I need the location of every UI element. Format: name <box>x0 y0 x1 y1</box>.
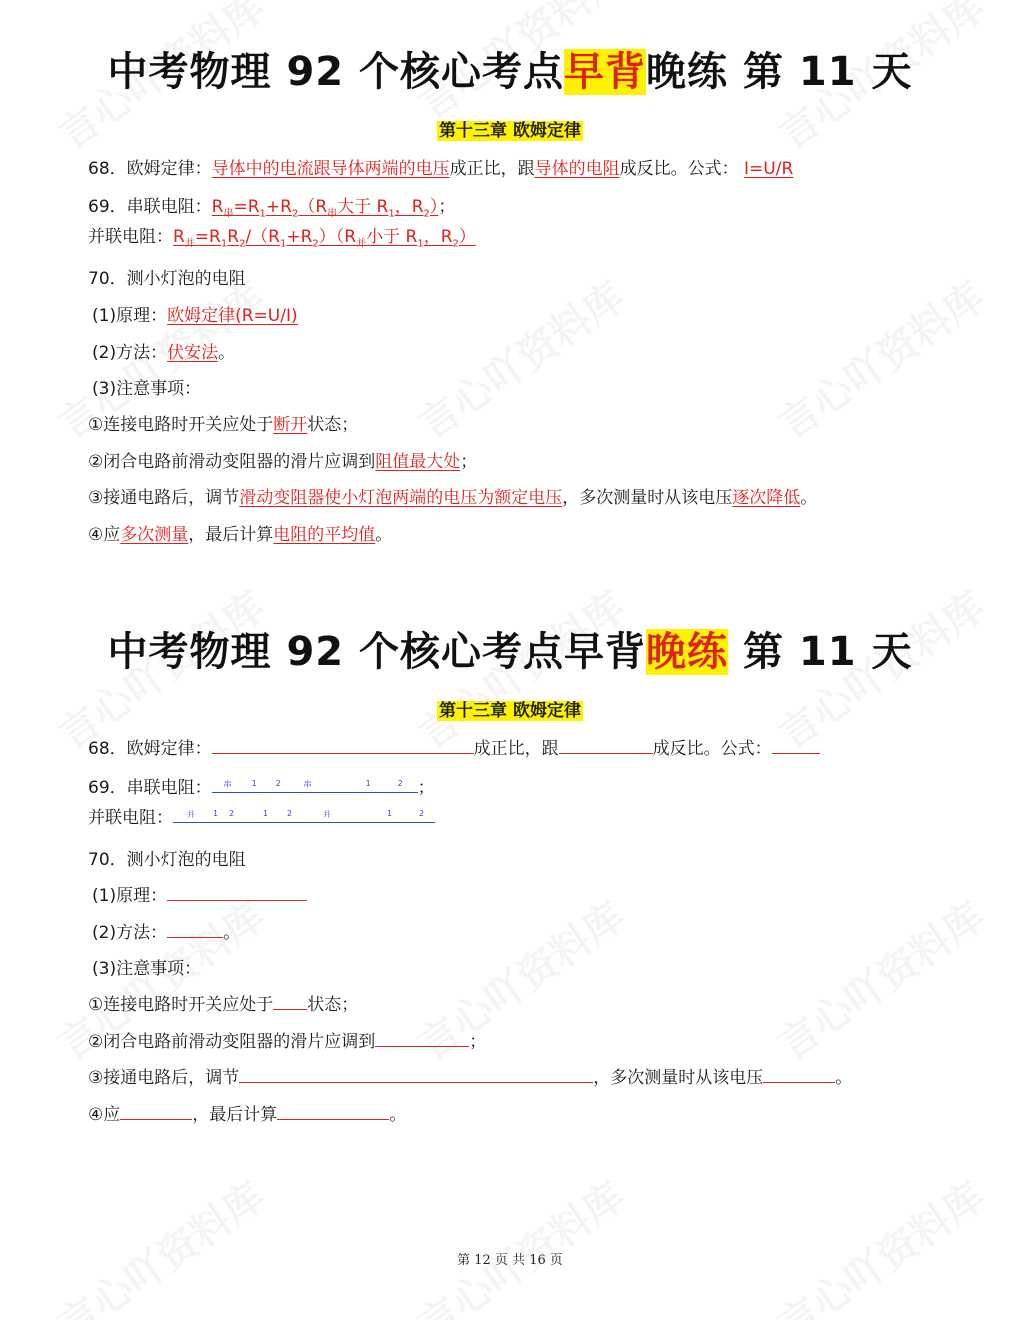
item-69-parallel: 并联电阻：$R_并=R_1R_2/(R_1+R_2)(R_并$小于 $R_1$，$R_2$） <box>88 227 476 250</box>
watermark-text <box>765 886 994 1070</box>
watermark-text <box>45 1166 274 1320</box>
answer: 阻值最大处 <box>375 452 461 472</box>
answer-blank[interactable] <box>239 1066 593 1083</box>
item-70-3: (3)注意事项： <box>92 959 202 979</box>
answer-blank[interactable]: 并 1 2 1 2 并 1 2 <box>173 806 435 823</box>
answer: I=U/R <box>744 159 794 179</box>
answer-blank[interactable] <box>277 1103 389 1120</box>
answer: 滑动变阻器使小灯泡两端的电压为额定电压 <box>239 488 563 508</box>
answer: 多次测量 <box>120 525 189 545</box>
page-title-evening: 中考物理 92 个核心考点早背晚练 第 11 天 <box>107 629 913 675</box>
answer: 逐次降低 <box>732 488 801 508</box>
note-2-blank: ②闭合电路前滑动变阻器的滑片应调到 ； <box>88 1032 487 1052</box>
note-2: ②闭合电路前滑动变阻器的滑片应调到阻值最大处； <box>88 452 478 472</box>
answer-blank[interactable] <box>167 884 307 901</box>
watermark-text <box>405 1166 634 1320</box>
answer-blank[interactable] <box>273 993 307 1010</box>
note-1-blank: ①连接电路时开关应处于 状态； <box>88 995 359 1015</box>
item-68: 68．欧姆定律：导体中的电流跟导体两端的电压成正比，跟导体的电阻成反比。公式： I=U/R <box>88 159 794 179</box>
watermark-text <box>765 266 994 450</box>
note-3-blank: ③接通电路后，调节 ，多次测量时从该电压 。 <box>88 1068 853 1088</box>
item-70-1: (1)原理：欧姆定律(R=U/I) <box>92 306 298 326</box>
item-70: 70．测小灯泡的电阻 <box>88 269 246 289</box>
item-70-1-blank: (1)原理： <box>92 881 307 906</box>
answer-blank[interactable]: 串 1 2 串 1 2 <box>212 776 418 793</box>
page-footer: 第 12 页 共 16 页 <box>457 1253 563 1268</box>
title-highlight: 晚练 <box>646 629 729 675</box>
answer: 断开 <box>273 415 308 435</box>
item-70-2: (2)方法：伏安法。 <box>92 343 236 363</box>
answer: $R_串=R_1+R_2(R_串$大于 $R_1$，$R_2$） <box>211 197 439 220</box>
answer-blank[interactable] <box>212 737 474 754</box>
item-68-blank: 68．欧姆定律： 成正比，跟 成反比。公式： <box>88 734 820 759</box>
chapter-heading: 第十三章 欧姆定律 <box>439 701 581 721</box>
answer-blank[interactable] <box>763 1066 835 1083</box>
answer-blank[interactable] <box>772 737 820 754</box>
item-69-series-blank: 69．串联电阻： 串 1 2 串 1 2 ； <box>88 778 435 798</box>
answer-blank[interactable] <box>120 1103 192 1120</box>
note-4: ④应多次测量，最后计算电阻的平均值。 <box>88 525 393 545</box>
answer: $R_并=R_1R_2/(R_1+R_2)(R_并$小于 $R_1$，$R_2$） <box>173 227 476 250</box>
answer: 导体中的电流跟导体两端的电压 <box>211 159 450 179</box>
note-3: ③接通电路后，调节滑动变阻器使小灯泡两端的电压为额定电压，多次测量时从该电压逐次降低。 <box>88 488 818 508</box>
answer-blank[interactable] <box>167 921 223 938</box>
chapter-heading: 第十三章 欧姆定律 <box>439 121 581 141</box>
item-70: 70．测小灯泡的电阻 <box>88 850 246 870</box>
item-70-3: (3)注意事项： <box>92 379 202 399</box>
answer: 欧姆定律(R=U/I) <box>167 306 298 326</box>
title-highlight: 早背 <box>564 49 647 95</box>
note-1: ①连接电路时开关应处于断开状态； <box>88 415 359 435</box>
note-4-blank: ④应 ，最后计算 。 <box>88 1105 407 1125</box>
watermark-text <box>765 1166 994 1320</box>
answer-blank[interactable] <box>559 737 653 754</box>
watermark-text <box>405 266 634 450</box>
answer: 导体的电阻 <box>534 159 620 179</box>
item-69-parallel-blank: 并联电阻： 并 1 2 1 2 并 1 2 <box>88 803 435 828</box>
answer-blank[interactable] <box>375 1030 469 1047</box>
item-69-series: 69．串联电阻：$R_串=R_1+R_2(R_串$大于 $R_1$，$R_2$）； <box>88 197 456 220</box>
answer: 电阻的平均值 <box>273 525 376 545</box>
answer: 伏安法 <box>167 343 219 363</box>
item-70-2-blank: (2)方法： 。 <box>92 923 241 943</box>
page-title-morning: 中考物理 92 个核心考点早背晚练 第 11 天 <box>107 49 913 95</box>
